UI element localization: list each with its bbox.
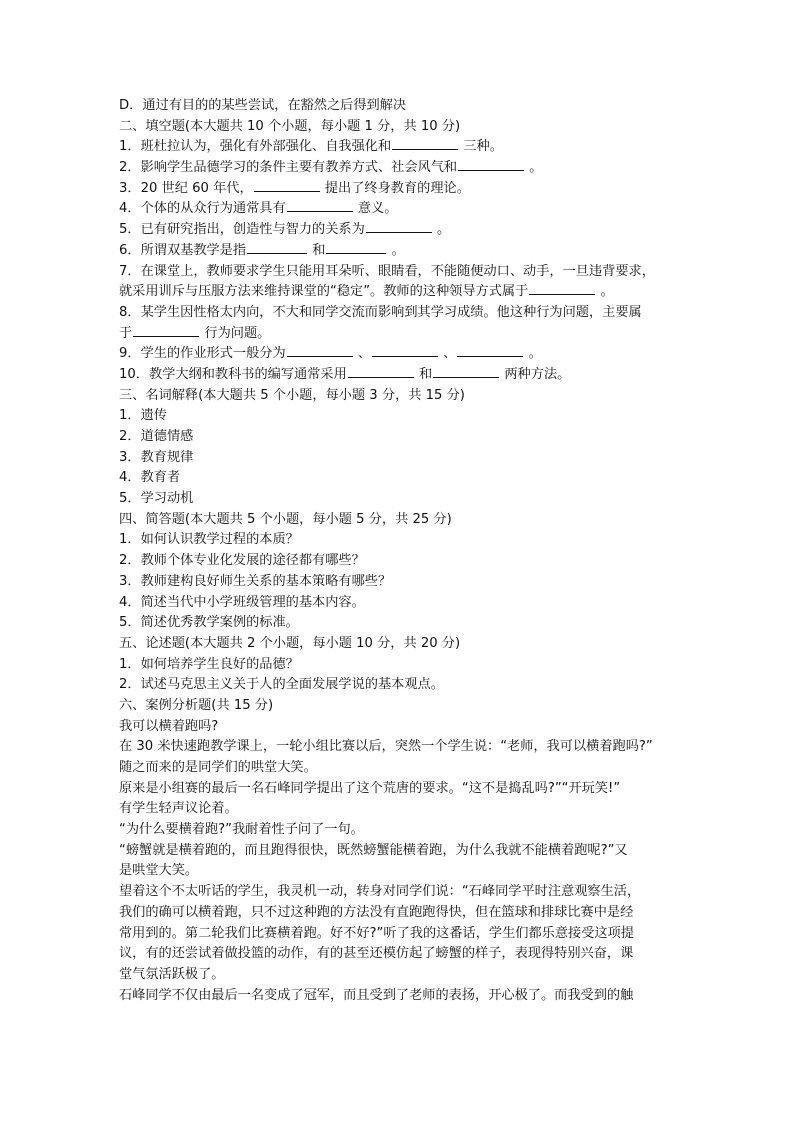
question-text: 。 bbox=[596, 284, 614, 300]
question-text: 于 bbox=[119, 325, 133, 341]
question-line: 1．如何培养学生良好的品德？ bbox=[119, 656, 299, 672]
question-text: 就采用训斥与压服方法来维持课堂的“稳定”。教师的这种领导方式属于 bbox=[119, 284, 529, 300]
question-line: 5．学习动机 bbox=[119, 491, 194, 507]
document-page bbox=[119, 96, 679, 1006]
question-text: 。 bbox=[432, 222, 451, 238]
answer-blank bbox=[133, 324, 199, 337]
case-text-line: 是哄堂大笑。 bbox=[119, 863, 199, 879]
question-line bbox=[119, 324, 679, 345]
answer-blank bbox=[247, 241, 307, 254]
text-line: D．通过有目的的某些尝试，在豁然之后得到解决 bbox=[119, 98, 407, 113]
question-line bbox=[119, 158, 679, 179]
answer-blank bbox=[348, 365, 414, 378]
question-text: 6．所谓双基教学是指 bbox=[119, 242, 247, 258]
question-line: 4．教育者 bbox=[119, 470, 181, 486]
case-text-line: 堂气氛活跃极了。 bbox=[119, 966, 225, 982]
answer-blank bbox=[433, 365, 499, 378]
question-line: 2．教师个体专业化发展的途径都有哪些？ bbox=[119, 553, 365, 569]
question-text: 和 bbox=[308, 242, 326, 258]
question-text: 4．个体的从众行为通常具有 bbox=[119, 201, 286, 217]
answer-blank bbox=[392, 137, 458, 150]
question-line: 3．教师建构良好师生关系的基本策略有哪些？ bbox=[119, 573, 392, 589]
answer-blank bbox=[287, 199, 353, 212]
section-heading-terms: 三、名词解释(本大题共 5 个小题，每小题 3 分，共 15 分) bbox=[119, 387, 465, 403]
case-text-line: “螃蟹就是横着跑的，而且跑得很快，既然螃蟹能横着跑，为什么我就不能横着跑呢?”又 bbox=[119, 842, 628, 858]
answer-blank bbox=[254, 179, 320, 192]
question-line: 1．如何认识教学过程的本质？ bbox=[119, 532, 299, 548]
answer-blank bbox=[372, 344, 438, 357]
case-text-line: 我们的确可以横着跑，只不过这种跑的方法没有直跑跑得快，但在篮球和排球比赛中是经 bbox=[119, 904, 634, 920]
question-text: 2．影响学生品德学习的条件主要有教养方式、社会风气和 bbox=[119, 160, 458, 176]
section-heading-fill-blank: 二、填空题(本大题共 10 个小题，每小题 1 分，共 10 分) bbox=[119, 118, 461, 134]
question-text: 。 bbox=[387, 242, 405, 258]
question-text: 5．已有研究指出，创造性与智力的关系为 bbox=[119, 222, 365, 238]
section-heading-case-analysis: 六、案例分析题(共 15 分) bbox=[119, 697, 274, 713]
answer-blank bbox=[457, 344, 523, 357]
question-line: 2．道德情感 bbox=[119, 429, 194, 444]
question-text: 、 bbox=[439, 346, 457, 362]
question-text: 10．教学大纲和教科书的编写通常采用 bbox=[119, 366, 347, 382]
question-line bbox=[119, 344, 679, 365]
question-line: 2．试述马克思主义关于人的全面发展学说的基本观点。 bbox=[119, 677, 444, 693]
case-text-line: 议，有的还尝试着做投篮的动作，有的甚至还模仿起了螃蟹的样子，表现得特别兴奋，课 bbox=[119, 946, 634, 962]
question-line: 5．简述优秀教学案例的标准。 bbox=[119, 615, 299, 631]
case-title: 我可以横着跑吗? bbox=[119, 718, 219, 734]
case-text-line: 原来是小组赛的最后一名石峰同学提出了这个荒唐的要求。“这不是捣乱吗?”“开玩笑!” bbox=[119, 780, 621, 796]
question-text: 行为问题。 bbox=[200, 325, 271, 341]
answer-blank bbox=[458, 158, 524, 171]
case-text-line: “为什么要横着跑?”我耐着性子问了一句。 bbox=[119, 822, 364, 838]
question-text: 。 bbox=[524, 346, 542, 362]
section-heading-essay: 五、论述题(本大题共 2 个小题，每小题 10 分，共 20 分) bbox=[119, 635, 461, 651]
question-line bbox=[119, 220, 679, 241]
question-line: 7．在课堂上，教师要求学生只能用耳朵听、眼睛看，不能随便动口、动手，一旦违背要求， bbox=[119, 263, 655, 279]
question-line bbox=[119, 179, 679, 200]
case-text-line: 随之而来的是同学们的哄堂大笑。 bbox=[119, 760, 317, 775]
question-text: 3．20 世纪 60 年代， bbox=[119, 180, 253, 196]
question-text: 、 bbox=[353, 346, 372, 362]
answer-blank bbox=[287, 344, 353, 357]
question-line bbox=[119, 365, 679, 386]
question-line bbox=[119, 241, 679, 262]
question-line bbox=[119, 137, 679, 158]
question-text: 和 bbox=[414, 366, 433, 382]
question-line: 8．某学生因性格太内向，不大和同学交流而影响到其学习成绩。他这种行为问题，主要属 bbox=[119, 304, 642, 320]
question-text: 。 bbox=[525, 160, 543, 176]
question-line bbox=[119, 199, 679, 220]
question-text: 三种。 bbox=[459, 139, 503, 155]
question-text: 提出了终身教育的理论。 bbox=[320, 180, 470, 196]
question-line bbox=[119, 282, 679, 303]
question-text: 意义。 bbox=[353, 201, 398, 217]
question-line: 3．教育规律 bbox=[119, 449, 194, 465]
case-text-line: 有学生轻声议论着。 bbox=[119, 801, 238, 817]
section-heading-short-answer: 四、简答题(本大题共 5 个小题，每小题 5 分，共 25 分) bbox=[119, 511, 452, 527]
question-line: 4．简述当代中小学班级管理的基本内容。 bbox=[119, 594, 365, 610]
case-text-line: 常用到的。第二轮我们比赛横着跑。好不好?”听了我的这番话，学生们都乐意接受这项提 bbox=[119, 925, 634, 941]
case-text-line: 石峰同学不仅由最后一名变成了冠军，而且受到了老师的表扬，开心极了。而我受到的触 bbox=[119, 987, 634, 1003]
answer-blank bbox=[326, 241, 386, 254]
case-text-line: 望着这个不太听话的学生，我灵机一动，转身对同学们说：“石峰同学平时注意观察生活， bbox=[119, 884, 641, 900]
question-line: 1．遗传 bbox=[119, 408, 167, 424]
question-text: 1．班杜拉认为，强化有外部强化、自我强化和 bbox=[119, 139, 392, 155]
question-text: 两种方法。 bbox=[500, 366, 571, 382]
answer-blank bbox=[366, 220, 432, 233]
answer-blank bbox=[529, 282, 595, 295]
case-text-line: 在 30 米快速跑教学课上，一轮小组比赛以后，突然一个学生说：“老师，我可以横着跑吗?” bbox=[119, 739, 653, 755]
question-text: 9．学生的作业形式一般分为 bbox=[119, 346, 286, 362]
